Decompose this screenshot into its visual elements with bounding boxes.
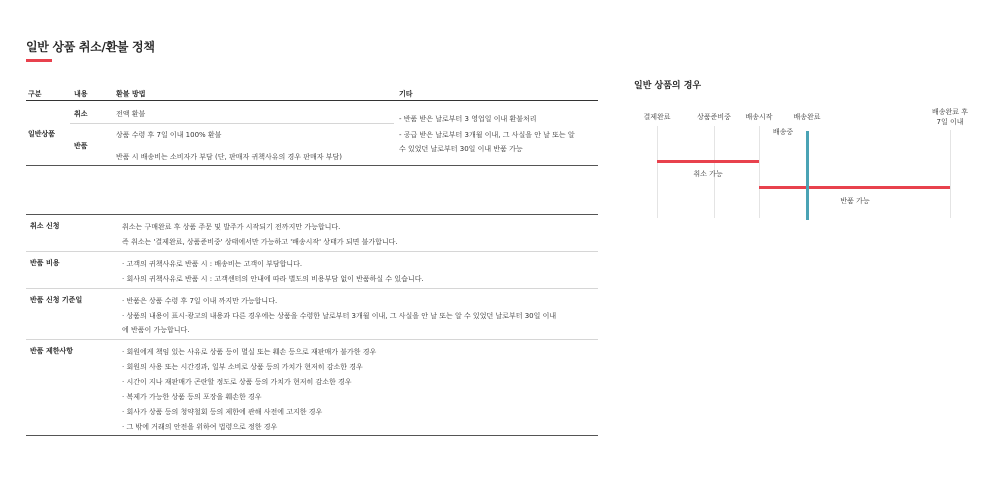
section-line: 취소는 구매완료 후 상품 주문 및 발주가 시작되기 전까지만 가능합니다. (122, 223, 341, 231)
group-label: 일반상품 (28, 130, 56, 138)
table-header (26, 85, 598, 101)
section-line: · 상품의 내용이 표시·광고의 내용과 다른 경우에는 상품을 수령한 날로부터 3개월 이내, 그 사실을 안 날 또는 알 수 있었던 날로부터 30일 이내 (122, 312, 557, 320)
section-line: · 회원에게 책임 있는 사유로 상품 등이 멸실 또는 훼손 등으로 재판매가 불가한 경우 (122, 348, 377, 356)
row-divider (70, 123, 394, 124)
cancel-method: 전액 환불 (116, 110, 146, 118)
timeline-gridline (950, 130, 951, 218)
delivery-complete-marker (806, 131, 809, 220)
section-line: · 복제가 가능한 상품 등의 포장을 훼손한 경우 (122, 393, 262, 401)
header-category: 구분 (28, 90, 42, 98)
section-label: 반품 비용 (30, 259, 60, 267)
header-etc: 기타 (399, 90, 413, 98)
page-title: 일반 상품 취소/환불 정책 (26, 40, 155, 54)
return-label: 반품 (74, 142, 88, 150)
section-line: · 회원의 사용 또는 시간경과, 일부 소비로 상품 등의 가치가 현저히 감소한 경우 (122, 363, 363, 371)
return-method-1: 상품 수령 후 7일 이내 100% 환불 (116, 131, 222, 139)
etc-line-3: 수 있었던 날로부터 30일 이내 반품 가능 (399, 145, 523, 153)
cancel-caption: 취소 가능 (693, 170, 723, 178)
timeline-title: 일반 상품의 경우 (634, 81, 702, 91)
step-payment-complete: 결제완료 (643, 113, 671, 121)
step-shipping-start: 배송시작 (745, 113, 773, 121)
section-line: · 시간이 지나 재판매가 곤란할 정도로 상품 등의 가치가 현저히 감소한 경우 (122, 378, 352, 386)
section-line: · 반품은 상품 수령 후 7일 이내 까지만 가능합니다. (122, 297, 278, 305)
title-accent-bar (26, 59, 52, 62)
step-after-delivery: 배송완료 후 (931, 108, 969, 116)
section-cancel-request (26, 214, 598, 250)
step-within-7-days: 7일 이내 (936, 118, 964, 126)
return-period-bar (759, 186, 950, 189)
step-delivered: 배송완료 (793, 113, 821, 121)
section-return-restrictions (26, 339, 598, 435)
cancel-label: 취소 (74, 110, 88, 118)
section-label: 반품 제한사항 (30, 347, 74, 355)
sections-bottom-border (26, 435, 598, 436)
timeline-gridline (657, 126, 658, 218)
section-line: · 회사가 상품 등의 청약철회 등의 제한에 관해 사전에 고지한 경우 (122, 408, 323, 416)
section-label: 반품 신청 기준일 (30, 296, 83, 304)
step-preparing: 상품준비중 (697, 113, 731, 121)
return-method-2: 반품 시 배송비는 소비자가 부담 (단, 판매자 귀책사유의 경우 판매자 부담) (116, 153, 343, 161)
section-line: 즉 취소는 '결제완료, 상품준비중' 상태에서만 가능하고 '배송시작' 상태가 되면 불가합니다. (122, 238, 398, 246)
etc-line-1: - 반품 받은 날로부터 3 영업일 이내 환불처리 (399, 115, 537, 123)
table-bottom-border (26, 165, 598, 166)
section-label: 취소 신청 (30, 222, 60, 230)
cancel-period-bar (657, 160, 759, 163)
return-caption: 반품 가능 (840, 197, 870, 205)
header-refund-method: 환불 방법 (116, 90, 146, 98)
timeline-gridline (759, 126, 760, 218)
header-content: 내용 (74, 90, 88, 98)
section-line: · 회사의 귀책사유로 반품 시 : 고객센터의 안내에 따라 별도의 비용부담 없이 반품하실 수 있습니다. (122, 275, 424, 283)
etc-line-2: - 공급 받은 날로부터 3개월 이내, 그 사실을 안 날 또는 알 (399, 131, 575, 139)
section-line: · 그 밖에 거래의 안전을 위하여 법령으로 정한 경우 (122, 423, 278, 431)
step-in-transit: 배송중 (772, 128, 794, 136)
section-line: · 고객의 귀책사유로 반품 시 : 배송비는 고객이 부담합니다. (122, 260, 303, 268)
section-return-cost (26, 251, 598, 287)
section-line: 에 반품이 가능합니다. (122, 326, 190, 334)
section-return-deadline (26, 288, 598, 338)
